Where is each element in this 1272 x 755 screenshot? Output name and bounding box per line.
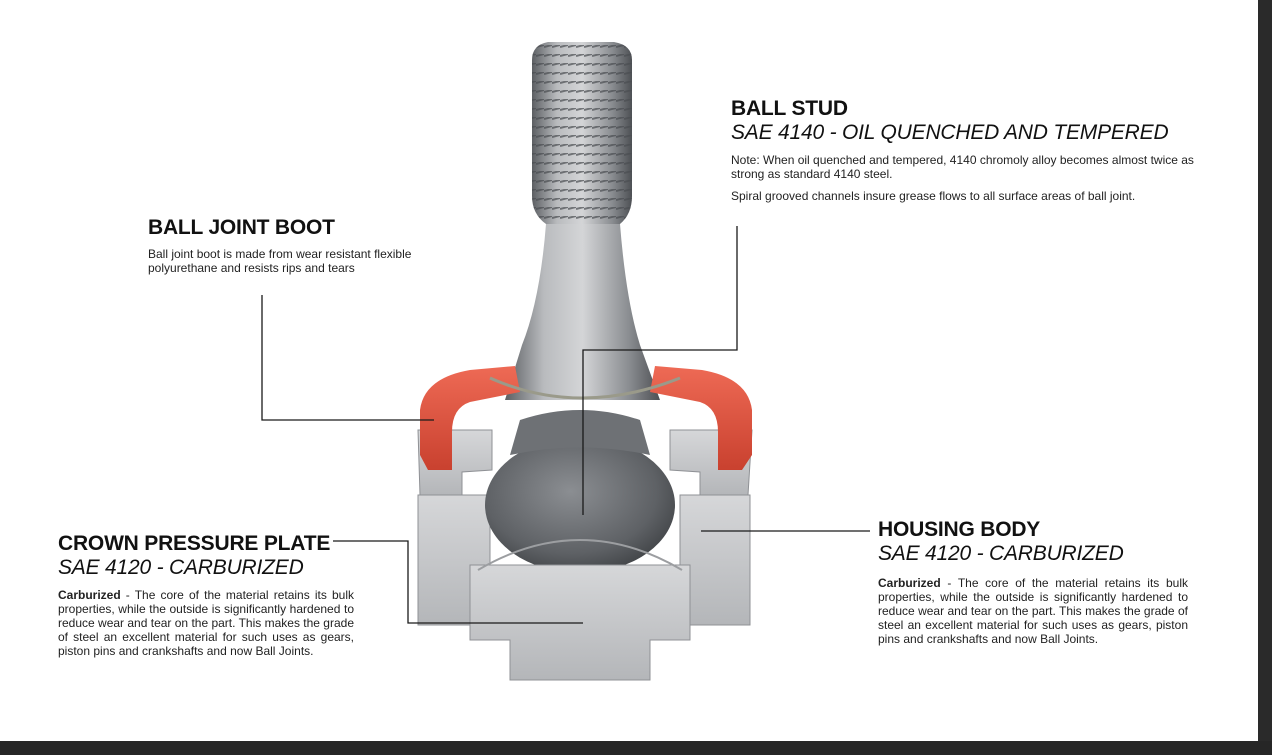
housing-body-body: - The core of the material retains its bulk properties, while the outside is significantly hardened to reduce wear and tear on the part. This makes the grade of steel an excellent material for such uses as gears, piston pins and crankshafts and now Ball Joints. [878, 576, 1188, 646]
crown-pressure-plate-body: - The core of the material retains its bulk properties, while the outside is significantly hardened to reduce wear and tear on the part. This makes the grade of steel an excellent material for such uses as gears, piston pins and crankshafts and now Ball Joints. [58, 588, 354, 658]
crown-pressure-plate-title: CROWN PRESSURE PLATE [58, 532, 331, 555]
right-border [1258, 0, 1272, 755]
ball-stud-subtitle: SAE 4140 - OIL QUENCHED AND TEMPERED [731, 121, 1169, 144]
bottom-border [0, 741, 1272, 755]
label-ball-stud [731, 97, 1221, 203]
ball-stud-note: Note: When oil quenched and tempered, 4140 chromoly alloy becomes almost twice as strong as standard 4140 steel. [731, 153, 1194, 181]
leader-ball-joint-boot [262, 295, 434, 420]
crown-pressure-plate-subtitle: SAE 4120 - CARBURIZED [58, 556, 304, 579]
ball-joint-boot-text: Ball joint boot is made from wear resistant flexible polyurethane and resists rips and tears [148, 247, 412, 275]
housing-body-text [878, 576, 1188, 646]
label-crown-pressure-plate [58, 532, 358, 658]
ball-stud-title: BALL STUD [731, 97, 848, 120]
housing-body-title: HOUSING BODY [878, 518, 1041, 541]
crown-pressure-plate-bold: Carburized [58, 588, 121, 602]
ball-joint-boot-title: BALL JOINT BOOT [148, 216, 335, 239]
ball-stud-note2: Spiral grooved channels insure grease flows to all surface areas of ball joint. [731, 189, 1136, 203]
ball-stud-thread [532, 42, 632, 224]
label-housing-body [878, 518, 1193, 646]
crown-pressure-plate-text [58, 588, 354, 658]
housing-body-subtitle: SAE 4120 - CARBURIZED [878, 542, 1124, 565]
housing-body-bold: Carburized [878, 576, 941, 590]
label-ball-joint-boot [148, 216, 478, 275]
